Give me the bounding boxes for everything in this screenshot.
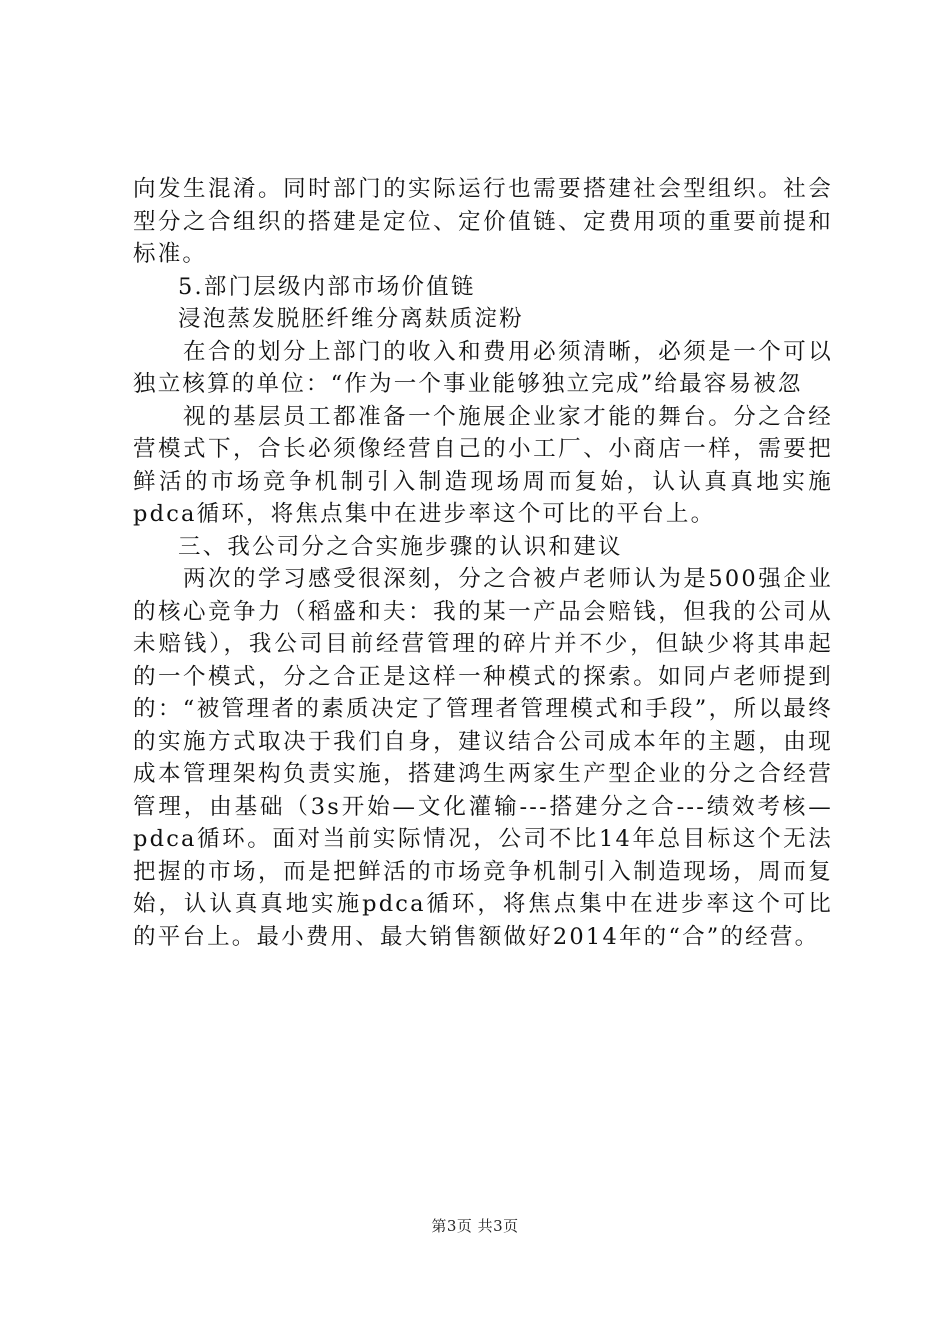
paragraph-division: 在合的划分上部门的收入和费用必须清晰，必须是一个可以独立核算的单位：“作为一个事业能够独立完成”给最容易被忽 xyxy=(133,338,833,397)
process-steps-line: 浸泡蒸发脱胚纤维分离麸质淀粉 xyxy=(178,306,524,332)
page-footer: 第3页 共3页 xyxy=(431,1217,519,1235)
paragraph-recommendations: 两次的学习感受很深刻，分之合被卢老师认为是500强企业的核心竞争力（稻盛和夫：我的某一产品会赔钱，但我的公司从未赔钱），我公司目前经营管理的碎片并不少，但缺少将其串起的一个模式，分之合正是这样一种模式的探索。如同卢老师提到的：“被管理者的素质决定了管理者管理模式和手段”，所以最终的实施方式取决于我们自身，建议结合公司成本年的主题，由现成本管理架构负责实施，搭建鸿生两家生产型企业的分之合经营管理，由基础（3s开始—文化灌输---搭建分之合---绩效考核—pdca循环。面对当前实际情况，公司不比14年总目标这个无法把握的市场，而是把鲜活的市场竞争机制引入制造现场，周而复始，认认真真地实施pdca循环，将焦点集中在进步率这个可比的平台上。最小费用、最大销售额做好2014年的“合”的经营。 xyxy=(133,566,833,950)
paragraph-continuation: 向发生混淆。同时部门的实际运行也需要搭建社会型组织。社会型分之合组织的搭建是定位、定价值链、定费用项的重要前提和标准。 xyxy=(133,176,833,267)
paragraph-frontline-staff: 视的基层员工都准备一个施展企业家才能的舞台。分之合经营模式下，合长必须像经营自己的小工厂、小商店一样，需要把鲜活的市场竞争机制引入制造现场周而复始，认认真真地实施pdca循环，将焦点集中在进步率这个可比的平台上。 xyxy=(133,403,833,527)
section-heading-recommendations: 三、我公司分之合实施步骤的认识和建议 xyxy=(178,533,623,560)
document-body xyxy=(133,173,833,953)
section-heading-value-chain: 5.部门层级内部市场价值链 xyxy=(178,273,476,300)
